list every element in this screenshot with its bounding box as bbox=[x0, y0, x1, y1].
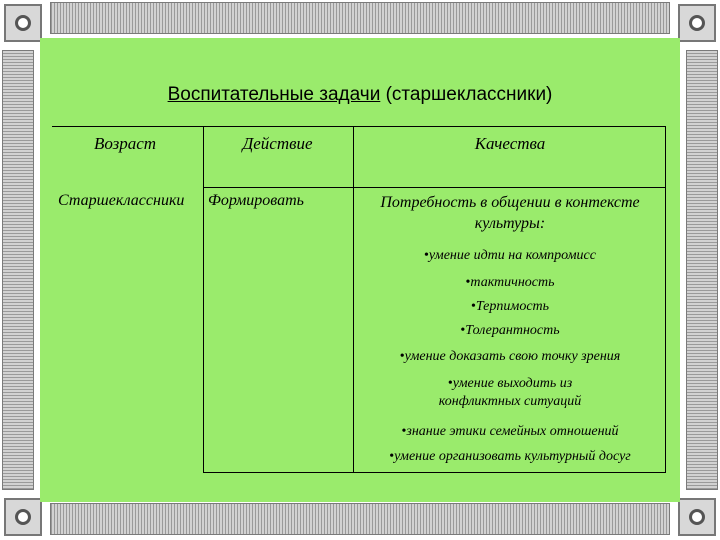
list-item-text: знание этики семейных отношений bbox=[406, 424, 619, 439]
list-item bbox=[360, 298, 660, 316]
tasks-table bbox=[40, 38, 680, 502]
list-item bbox=[420, 375, 600, 411]
cell-action: Формировать bbox=[208, 192, 304, 209]
header-qualities: Качества bbox=[474, 134, 546, 153]
list-item bbox=[360, 448, 660, 466]
list-item-text: Толерантность bbox=[465, 323, 560, 338]
header-divider bbox=[203, 187, 666, 188]
list-item-text: умение организовать культурный досуг bbox=[394, 449, 631, 464]
corner-ring-icon bbox=[4, 498, 42, 536]
column-divider bbox=[353, 126, 354, 473]
bullet-icon: • bbox=[424, 248, 429, 263]
bullet-icon: • bbox=[447, 376, 453, 391]
cell-age: Старшеклассники bbox=[58, 192, 185, 209]
qualities-heading: Потребность в общении в контексте культуры: bbox=[380, 194, 640, 232]
frame-bottom-strip bbox=[50, 503, 670, 535]
list-item bbox=[360, 247, 660, 265]
frame-top-strip bbox=[50, 2, 670, 34]
corner-ring-icon bbox=[4, 4, 42, 42]
list-item bbox=[360, 274, 660, 292]
column-divider bbox=[203, 126, 204, 473]
frame-left-strip bbox=[2, 50, 34, 490]
bullet-icon: • bbox=[399, 349, 405, 364]
bullet-icon: • bbox=[470, 299, 476, 314]
list-item bbox=[360, 322, 660, 340]
list-item-text: умение идти на компромисс bbox=[428, 248, 596, 263]
table-top-border bbox=[52, 126, 666, 127]
bullet-icon: • bbox=[389, 449, 395, 464]
slide bbox=[40, 38, 680, 502]
bullet-icon: • bbox=[401, 424, 407, 439]
header-action: Действие bbox=[242, 134, 313, 153]
list-item bbox=[360, 348, 660, 366]
bullet-icon: • bbox=[460, 323, 466, 338]
list-item-text: тактичность bbox=[470, 275, 555, 290]
corner-ring-icon bbox=[678, 498, 716, 536]
corner-ring-icon bbox=[678, 4, 716, 42]
table-bottom-border bbox=[203, 472, 666, 473]
title-underlined: Воспитательные задачи bbox=[167, 84, 381, 105]
bullet-icon: • bbox=[465, 275, 471, 290]
list-item-text: умение доказать свою точку зрения bbox=[404, 349, 621, 364]
list-item-text: умение выходить из конфликтных ситуаций bbox=[438, 376, 582, 409]
title-rest: (старшеклассники) bbox=[380, 84, 553, 105]
list-item bbox=[360, 423, 660, 441]
frame-right-strip bbox=[686, 50, 718, 490]
list-item-text: Терпимость bbox=[475, 299, 550, 314]
table-right-border bbox=[665, 126, 666, 473]
header-age: Возраст bbox=[93, 134, 157, 153]
